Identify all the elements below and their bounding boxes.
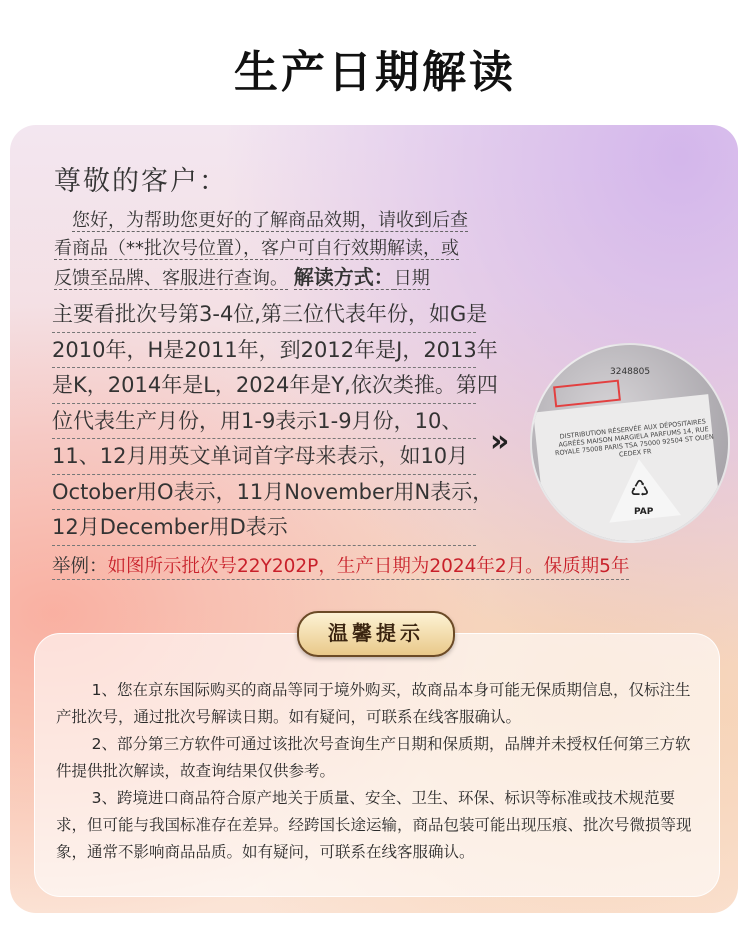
page-title: 生产日期解读 bbox=[234, 47, 516, 98]
method-line: 2010年，H是2011年，到2012年是J，2013年 bbox=[52, 333, 476, 369]
batch-number-text: 3248805 bbox=[610, 367, 651, 377]
batch-number-photo bbox=[530, 343, 730, 543]
method-line: 主要看批次号第3-4位,第三位代表年份，如G是 bbox=[52, 297, 476, 333]
method-line: 位代表生产月份，用1-9表示1-9月份，10、 bbox=[52, 404, 476, 440]
method-line: 11、12月用英文单词首字母来表示，如10月 bbox=[52, 439, 476, 475]
tips-text bbox=[56, 677, 704, 866]
example-label: 举例： bbox=[52, 556, 108, 577]
tip-item: 3、跨境进口商品符合原产地关于质量、安全、卫生、环保、标识等标准或技术规范要求，但可能与我国标准存在差异。经跨国长途运输，商品包装可能出现压痕、批次号微损等现象，通常不影响商品品质。如有疑问，可联系在线客服确认。 bbox=[56, 789, 692, 861]
info-panel bbox=[10, 125, 738, 913]
method-lead: 日期 bbox=[393, 268, 430, 289]
label-small-text: DISTRIBUTION RÉSERVÉE AUX DÉPOSITAIRES AGRÉÉS MAISON MARGIELA PARFUMS 14, RUE ROYALE 75008 PARIS TSA 75000 92504 ST OUEN CEDEX FR bbox=[554, 417, 715, 459]
pap-label: PAP bbox=[634, 507, 654, 517]
double-chevron-right-icon: » bbox=[490, 424, 510, 459]
tip-item: 2、部分第三方软件可通过该批次号查询生产日期和保质期，品牌并未授权任何第三方软件提供批次解读，故查询结果仅供参考。 bbox=[56, 735, 691, 780]
method-line: 12月December用D表示 bbox=[52, 510, 476, 546]
example-line bbox=[52, 552, 629, 580]
method-line: October用O表示，11月November用N表示， bbox=[52, 475, 476, 511]
intro-paragraph bbox=[54, 207, 472, 293]
recycle-icon: ♺ bbox=[630, 477, 650, 502]
greeting: 尊敬的客户： bbox=[54, 166, 228, 197]
method-body bbox=[52, 297, 498, 546]
batch-highlight-box bbox=[553, 380, 621, 408]
tips-title-badge: 温馨提示 bbox=[297, 611, 455, 657]
tip-item: 1、您在京东国际购买的商品等同于境外购买，故商品本身可能无保质期信息，仅标注生产批次号，通过批次号解读日期。如有疑问，可联系在线客服确认。 bbox=[56, 681, 691, 726]
example-text: 如图所示批次号22Y202P，生产日期为2024年2月。保质期5年 bbox=[107, 556, 630, 577]
method-line: 是K，2014年是L，2024年是Y,依次类推。第四 bbox=[52, 368, 476, 404]
method-label: 解读方式： bbox=[293, 265, 394, 289]
intro-text: 您好，为帮助您更好的了解商品效期，请收到后查看商品（**批次号位置），客户可自行效期解读，或反馈至品牌、客服进行查询。 bbox=[54, 210, 468, 289]
